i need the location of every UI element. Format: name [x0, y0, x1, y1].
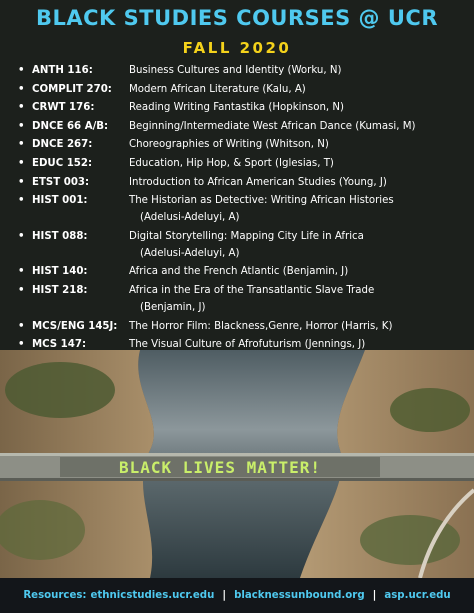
- course-code: MCS 147:: [32, 339, 87, 351]
- bullet-icon: •: [18, 139, 25, 151]
- bridge-illustration: [0, 350, 474, 578]
- term-subtitle: FALL 2020: [182, 39, 292, 57]
- course-code: DNCE 66 A/B:: [32, 120, 109, 132]
- course-item: [18, 81, 468, 98]
- course-item: [18, 118, 468, 135]
- bullet-icon: •: [18, 102, 25, 114]
- course-item: [18, 155, 468, 172]
- page-title: BLACK STUDIES COURSES @ UCR: [36, 6, 438, 30]
- bullet-icon: •: [18, 176, 25, 188]
- course-title: The Horror Film: Blackness,Genre, Horror (Harris, K): [129, 320, 393, 332]
- course-title: Africa and the French Atlantic (Benjamin, J): [129, 266, 349, 278]
- course-title: Choreographies of Writing (Whitson, N): [129, 139, 329, 151]
- course-instructor: (Adelusi-Adeluyi, A): [140, 247, 240, 259]
- course-item: [18, 62, 468, 79]
- course-item: [18, 282, 468, 316]
- course-title: Africa in the Era of the Transatlantic Slave Trade: [129, 284, 375, 296]
- resources-label: Resources:: [23, 590, 87, 601]
- course-code: HIST 001:: [32, 195, 88, 207]
- course-instructor: (Benjamin, J): [140, 301, 206, 313]
- course-title: Introduction to African American Studies (Young, J): [129, 176, 387, 188]
- bullet-icon: •: [18, 320, 25, 332]
- course-code: COMPLIT 270:: [32, 83, 112, 95]
- course-title: Modern African Literature (Kalu, A): [129, 83, 306, 95]
- course-code: ETST 003:: [32, 176, 90, 188]
- course-title: Education, Hip Hop, & Sport (Iglesias, T): [129, 157, 334, 169]
- course-item: [18, 228, 468, 262]
- course-item: [18, 318, 468, 335]
- course-instructor: (Adelusi-Adeluyi, A): [140, 212, 240, 224]
- bullet-icon: •: [18, 284, 25, 296]
- course-title: The Historian as Detective: Writing African Histories: [129, 195, 394, 207]
- separator: |: [372, 590, 377, 601]
- bullet-icon: •: [18, 83, 25, 95]
- course-item: [18, 192, 468, 226]
- course-item: [18, 99, 468, 116]
- separator: |: [222, 590, 227, 601]
- course-code: MCS/ENG 145J:: [32, 320, 118, 332]
- course-code: EDUC 152:: [32, 157, 93, 169]
- resources-footer: [0, 578, 474, 613]
- course-code: HIST 088:: [32, 230, 88, 242]
- link-blacknessunbound[interactable]: blacknessunbound.org: [234, 590, 365, 601]
- course-code: ANTH 116:: [32, 65, 93, 76]
- bullet-icon: •: [18, 120, 25, 132]
- bullet-icon: •: [18, 157, 25, 169]
- link-ethnicstudies[interactable]: ethnicstudies.ucr.edu: [90, 590, 215, 601]
- course-title: Beginning/Intermediate West African Dance (Kumasi, M): [129, 120, 416, 132]
- bullet-icon: •: [18, 195, 25, 207]
- course-code: HIST 140:: [32, 266, 88, 278]
- course-code: DNCE 267:: [32, 139, 93, 151]
- course-item: [18, 136, 468, 153]
- course-title: Digital Storytelling: Mapping City Life in Africa: [129, 230, 364, 242]
- course-item: [18, 174, 468, 191]
- bullet-icon: •: [18, 339, 25, 351]
- link-asp[interactable]: asp.ucr.edu: [384, 590, 451, 601]
- course-list: [18, 62, 468, 355]
- course-title: The Visual Culture of Afrofuturism (Jennings, J): [129, 339, 366, 351]
- bullet-icon: •: [18, 65, 25, 76]
- bullet-icon: •: [18, 266, 25, 278]
- course-code: CRWT 176:: [32, 102, 95, 114]
- course-title: Business Cultures and Identity (Worku, N): [129, 65, 342, 76]
- course-title: Reading Writing Fantastika (Hopkinson, N): [129, 102, 344, 114]
- bullet-icon: •: [18, 230, 25, 242]
- mural-text: BLACK LIVES MATTER!: [118, 458, 322, 477]
- aerial-bridge-photo: [0, 350, 474, 578]
- course-item: [18, 263, 468, 280]
- course-code: HIST 218:: [32, 284, 88, 296]
